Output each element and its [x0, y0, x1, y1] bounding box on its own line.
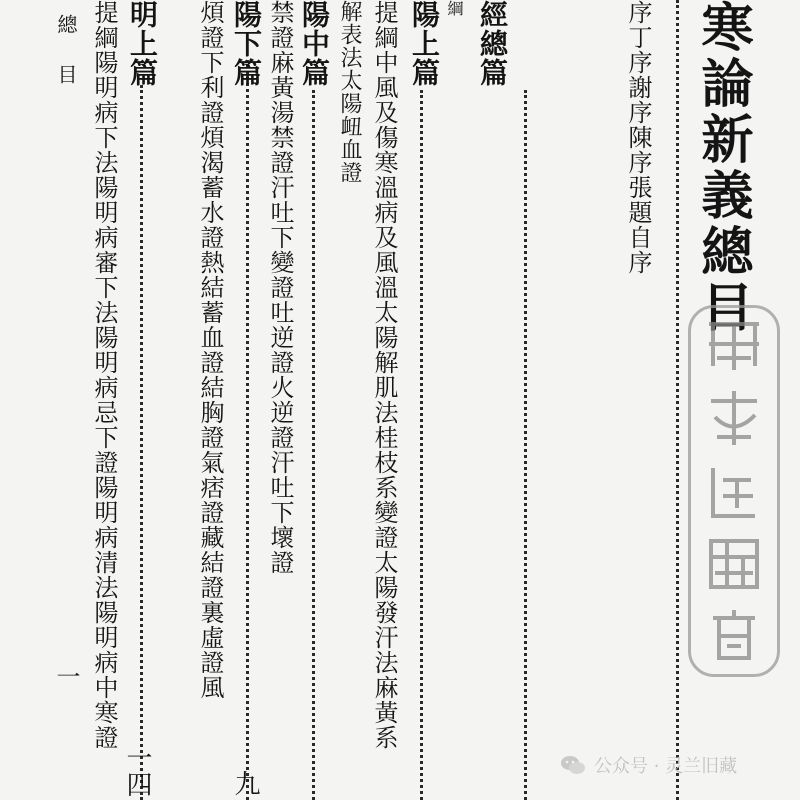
catalog-column: 禁證麻黃湯禁證汗吐下變證吐逆證火逆證汗吐下壞證 — [266, 0, 294, 575]
seal-glyph-icon — [703, 606, 765, 668]
margin-label: 目 — [54, 64, 78, 85]
dotted-line — [676, 0, 679, 800]
section-heading: 經總篇 — [476, 0, 509, 87]
wechat-icon — [560, 754, 586, 776]
collector-seal — [688, 305, 780, 677]
preface-list: 序丁序謝序陳序張題自序 — [624, 0, 652, 275]
heading-fragment: 綱 — [445, 0, 464, 17]
section-heading: 明上篇 — [126, 0, 159, 87]
seal-glyph-icon — [703, 460, 765, 522]
catalog-column: 解表法太陽衄血證 — [337, 0, 362, 184]
page-number: 一四 — [122, 744, 152, 798]
watermark-label: 公众号 · 灵兰旧藏 — [594, 756, 738, 777]
catalog-column: 提綱陽明病下法陽明病審下法陽明病忌下證陽明病清法陽明病中寒證 — [90, 0, 118, 750]
section-heading: 陽下篇 — [230, 0, 263, 87]
section-heading: 陽中篇 — [298, 0, 331, 87]
watermark — [560, 752, 737, 778]
page-title: 寒論新義總目 — [692, 0, 753, 336]
catalog-column: 提綱中風及傷寒溫病及風溫太陽解肌法桂枝系變證太陽發汗法麻黃系 — [370, 0, 398, 750]
catalog-column: 煩證下利證煩渴蓄水證熱結蓄血證結胸證氣痞證藏結證裏虛證風 — [196, 0, 224, 700]
seal-glyph-icon — [703, 387, 765, 449]
seal-glyph-icon — [703, 314, 765, 376]
dotted-line — [524, 90, 527, 800]
margin-page-mark: 一 — [52, 664, 80, 689]
section-heading: 陽上篇 — [408, 0, 441, 87]
margin-label: 總 — [54, 14, 78, 35]
seal-glyph-icon — [703, 533, 765, 595]
page-number: 九 — [230, 770, 260, 797]
